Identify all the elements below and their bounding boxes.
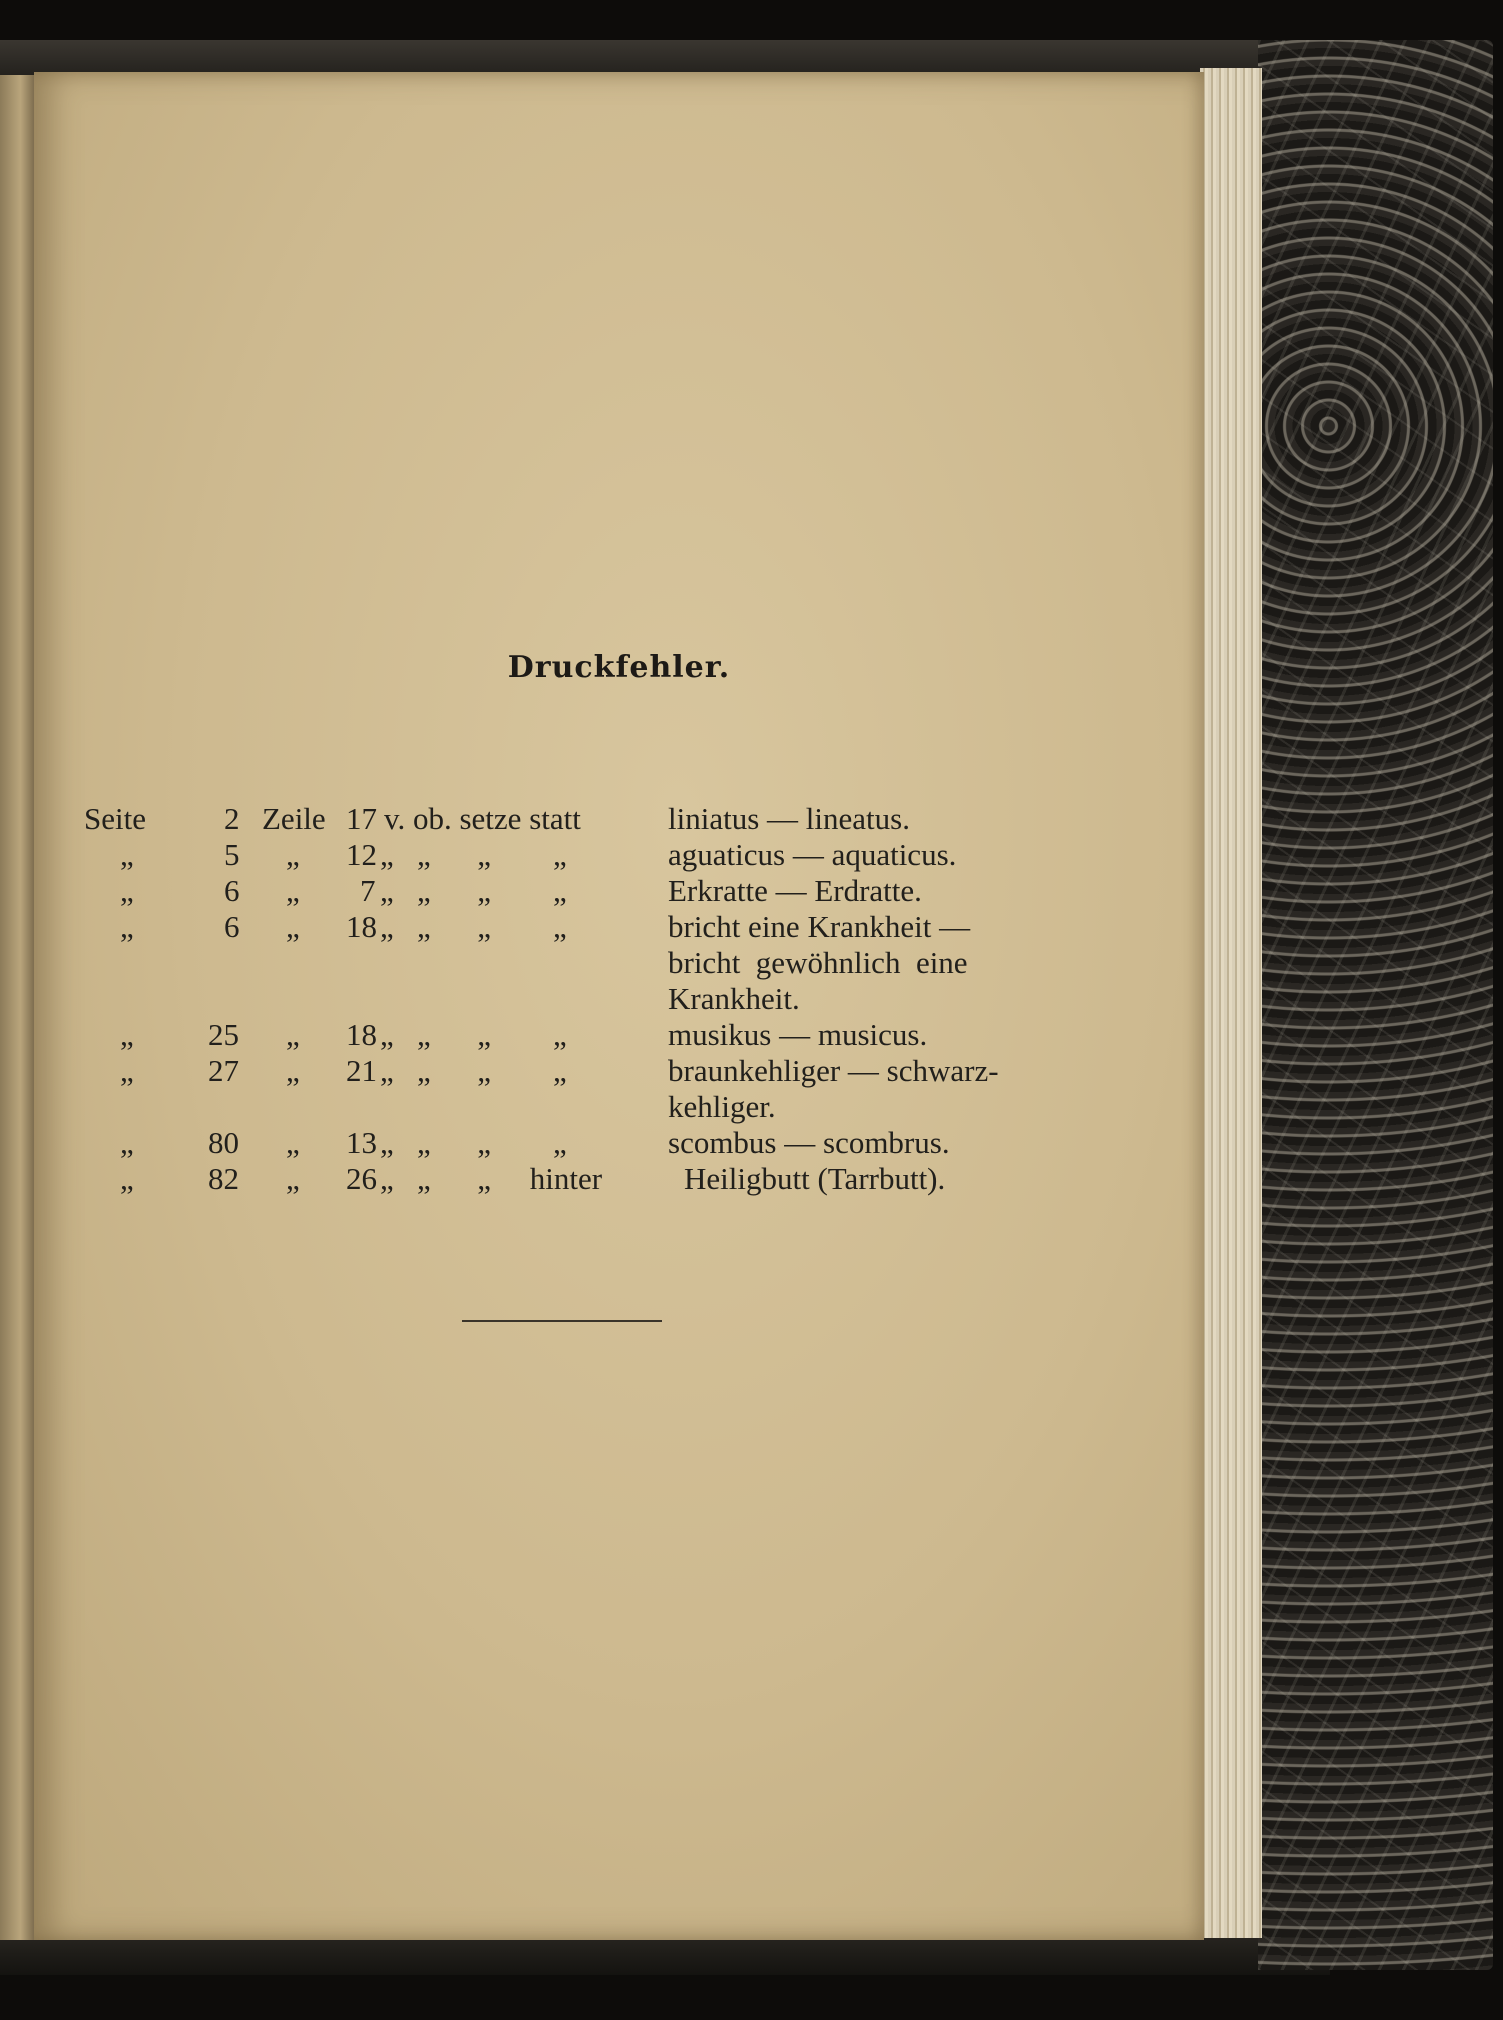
correction: braunkehliger — schwarz- <box>668 1053 999 1088</box>
page-stack-edge <box>1200 68 1262 1938</box>
correction-continuation: Krankheit. <box>668 981 800 1016</box>
correction: Heiligbutt (Tarrbutt). <box>684 1161 946 1196</box>
ditto-mark: „ <box>286 1161 300 1196</box>
page-number: 82 <box>208 1161 239 1196</box>
ditto-mark: „ <box>286 909 300 944</box>
marbled-cover-texture <box>1258 40 1493 1970</box>
correction-continuation: kehliger. <box>668 1089 776 1124</box>
correction-continuation: bricht gewöhnlich eine <box>668 945 968 980</box>
divider-rule <box>462 1320 662 1322</box>
line-number: 13 <box>346 1125 377 1160</box>
ditto-mark: „ <box>120 1161 134 1196</box>
ditto-marks: „ „ „ „ <box>380 909 567 944</box>
ditto-mark: „ <box>120 1053 134 1088</box>
page-heading: Druckfehler. <box>507 650 731 685</box>
ditto-mark: „ <box>286 1017 300 1052</box>
correction: bricht eine Krankheit — <box>668 909 971 944</box>
line-number: 18 <box>346 1017 377 1052</box>
ditto-marks: „ „ „ hinter <box>380 1161 603 1196</box>
line-number: 26 <box>346 1161 377 1196</box>
page-number: 6 <box>224 909 240 944</box>
ditto-marks: „ „ „ „ <box>380 873 567 908</box>
previous-page-edge <box>0 75 34 1940</box>
instruction: v. ob. setze statt <box>384 801 581 836</box>
ditto-mark: „ <box>120 1017 134 1052</box>
ditto-mark: „ <box>286 1053 300 1088</box>
line-number: 7 <box>360 873 376 908</box>
page-label: Seite <box>84 801 146 836</box>
line-number: 12 <box>346 837 377 872</box>
page-number: 2 <box>224 801 240 836</box>
errata-row <box>84 1163 1184 1411</box>
ditto-marks: „ „ „ „ <box>380 1125 567 1160</box>
correction: Erkratte — Erdratte. <box>668 873 922 908</box>
page-number: 27 <box>208 1053 239 1088</box>
ditto-mark: „ <box>120 909 134 944</box>
line-label: Zeile <box>262 801 326 836</box>
ditto-mark: „ <box>286 837 300 872</box>
page-number: 6 <box>224 873 240 908</box>
ditto-marks: „ „ „ „ <box>380 1053 567 1088</box>
ditto-marks: „ „ „ „ <box>380 837 567 872</box>
page-number: 5 <box>224 837 240 872</box>
line-number: 21 <box>346 1053 377 1088</box>
ditto-mark: „ <box>286 873 300 908</box>
page <box>34 72 1204 1940</box>
correction: scombus — scombrus. <box>668 1125 950 1160</box>
correction: aguaticus — aquaticus. <box>668 837 957 872</box>
line-number: 17 <box>346 801 377 836</box>
ditto-mark: „ <box>120 873 134 908</box>
ditto-mark: „ <box>120 1125 134 1160</box>
page-number: 25 <box>208 1017 239 1052</box>
line-number: 18 <box>346 909 377 944</box>
page-number: 80 <box>208 1125 239 1160</box>
ditto-mark: „ <box>286 1125 300 1160</box>
ditto-marks: „ „ „ „ <box>380 1017 567 1052</box>
ditto-mark: „ <box>120 837 134 872</box>
correction: liniatus — lineatus. <box>668 801 910 836</box>
correction: musikus — musicus. <box>668 1017 928 1052</box>
